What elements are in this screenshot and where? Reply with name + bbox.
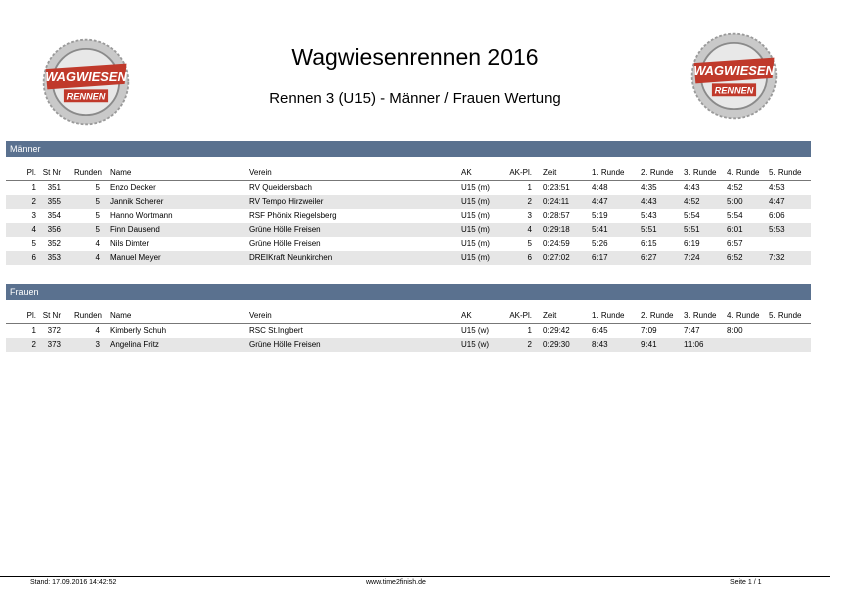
cell-r4: 4:52 <box>727 183 743 192</box>
table-row <box>6 237 811 251</box>
svg-text:WAGWIESEN: WAGWIESEN <box>45 69 127 85</box>
cell-pl: 2 <box>31 197 36 206</box>
cell-zeit: 0:28:57 <box>543 211 570 220</box>
footer-stand: Stand: 17.09.2016 14:42:52 <box>30 579 117 586</box>
table-header <box>6 310 811 324</box>
cell-r3: 7:47 <box>684 326 700 335</box>
cell-stnr: 355 <box>47 197 61 206</box>
column-header-verein: Verein <box>249 168 272 177</box>
cell-runden: 5 <box>95 225 100 234</box>
cell-stnr: 372 <box>47 326 61 335</box>
cell-r4: 6:57 <box>727 239 743 248</box>
cell-runden: 3 <box>95 340 100 349</box>
cell-pl: 1 <box>31 183 36 192</box>
column-header-r3: 3. Runde <box>684 168 717 177</box>
cell-name: Hanno Wortmann <box>110 211 173 220</box>
cell-runden: 4 <box>95 253 100 262</box>
cell-runden: 5 <box>95 183 100 192</box>
cell-zeit: 0:24:11 <box>543 197 570 206</box>
cell-r2: 5:43 <box>641 211 657 220</box>
cell-r1: 6:17 <box>592 253 608 262</box>
column-header-name: Name <box>110 168 132 177</box>
column-header-pl: Pl. <box>26 311 36 320</box>
cell-r3: 4:43 <box>684 183 700 192</box>
column-header-akpl: AK-Pl. <box>509 311 532 320</box>
column-header-runden: Runden <box>73 168 102 177</box>
cell-akpl: 2 <box>527 340 532 349</box>
cell-verein: DREIKraft Neunkirchen <box>249 253 333 262</box>
cell-stnr: 356 <box>47 225 61 234</box>
cell-r3: 5:54 <box>684 211 700 220</box>
cell-verein: Grüne Hölle Freisen <box>249 225 321 234</box>
cell-name: Kimberly Schuh <box>110 326 167 335</box>
cell-r3: 5:51 <box>684 225 700 234</box>
cell-ak: U15 (m) <box>461 225 490 234</box>
column-header-stnr: St Nr <box>42 168 61 177</box>
column-header-name: Name <box>110 311 132 320</box>
cell-runden: 4 <box>95 326 100 335</box>
cell-akpl: 6 <box>527 253 532 262</box>
cell-ak: U15 (m) <box>461 239 490 248</box>
cell-stnr: 373 <box>47 340 61 349</box>
cell-name: Nils Dimter <box>110 239 150 248</box>
cell-akpl: 1 <box>527 326 532 335</box>
column-header-r4: 4. Runde <box>727 311 760 320</box>
cell-r2: 7:09 <box>641 326 657 335</box>
cell-ak: U15 (w) <box>461 326 490 335</box>
table-row <box>6 324 811 338</box>
cell-name: Jannik Scherer <box>110 197 164 206</box>
column-header-pl: Pl. <box>26 168 36 177</box>
cell-r1: 8:43 <box>592 340 608 349</box>
cell-r5: 4:47 <box>769 197 785 206</box>
table-row <box>6 338 811 352</box>
column-header-verein: Verein <box>249 311 272 320</box>
column-header-zeit: Zeit <box>543 311 557 320</box>
cell-zeit: 0:23:51 <box>543 183 570 192</box>
cell-runden: 5 <box>95 197 100 206</box>
table-row <box>6 181 811 195</box>
cell-verein: RSC St.Ingbert <box>249 326 303 335</box>
section-bar-frauen: Frauen <box>6 284 811 300</box>
column-header-zeit: Zeit <box>543 168 557 177</box>
cell-r1: 4:47 <box>592 197 608 206</box>
cell-r4: 8:00 <box>727 326 743 335</box>
cell-verein: RV Queidersbach <box>249 183 312 192</box>
cell-stnr: 353 <box>47 253 61 262</box>
cell-pl: 5 <box>31 239 36 248</box>
cell-r2: 5:51 <box>641 225 657 234</box>
cell-r1: 5:26 <box>592 239 608 248</box>
footer-page: Seite 1 / 1 <box>730 579 762 586</box>
footer-divider <box>0 576 830 577</box>
svg-text:WAGWIESEN: WAGWIESEN <box>693 63 775 79</box>
column-header-runden: Runden <box>73 311 102 320</box>
cell-zeit: 0:24:59 <box>543 239 570 248</box>
page-title: Wagwiesenrennen 2016 <box>291 44 539 70</box>
cell-r2: 4:35 <box>641 183 657 192</box>
cell-r5: 6:06 <box>769 211 785 220</box>
results-table-frauen <box>6 310 811 352</box>
cell-r1: 5:19 <box>592 211 608 220</box>
section-bar-maenner: Männer <box>6 141 811 157</box>
table-row <box>6 195 811 209</box>
page-subtitle: Rennen 3 (U15) - Männer / Frauen Wertung <box>269 90 561 107</box>
cell-akpl: 4 <box>527 225 532 234</box>
cell-r5: 7:32 <box>769 253 785 262</box>
cell-pl: 4 <box>31 225 36 234</box>
cell-r4: 5:54 <box>727 211 743 220</box>
cell-name: Enzo Decker <box>110 183 156 192</box>
cell-akpl: 3 <box>527 211 532 220</box>
cell-pl: 2 <box>31 340 36 349</box>
cell-r4: 6:01 <box>727 225 743 234</box>
cell-pl: 1 <box>31 326 36 335</box>
column-header-r5: 5. Runde <box>769 311 802 320</box>
cell-r1: 5:41 <box>592 225 608 234</box>
column-header-r4: 4. Runde <box>727 168 760 177</box>
cell-stnr: 352 <box>47 239 61 248</box>
cell-name: Angelina Fritz <box>110 340 159 349</box>
cell-akpl: 5 <box>527 239 532 248</box>
column-header-r3: 3. Runde <box>684 311 717 320</box>
results-table-maenner <box>6 167 811 265</box>
svg-text:RENNEN: RENNEN <box>66 91 106 102</box>
cell-akpl: 2 <box>527 197 532 206</box>
table-row <box>6 223 811 237</box>
cell-name: Manuel Meyer <box>110 253 161 262</box>
cell-ak: U15 (m) <box>461 183 490 192</box>
cell-r1: 6:45 <box>592 326 608 335</box>
cell-ak: U15 (m) <box>461 253 490 262</box>
cell-pl: 6 <box>31 253 36 262</box>
column-header-r5: 5. Runde <box>769 168 802 177</box>
cell-akpl: 1 <box>527 183 532 192</box>
cell-zeit: 0:29:18 <box>543 225 570 234</box>
column-header-stnr: St Nr <box>42 311 61 320</box>
table-row <box>6 251 811 265</box>
cell-zeit: 0:29:42 <box>543 326 570 335</box>
cell-runden: 4 <box>95 239 100 248</box>
cell-r3: 6:19 <box>684 239 700 248</box>
cell-verein: Grüne Hölle Freisen <box>249 340 321 349</box>
cell-ak: U15 (w) <box>461 340 490 349</box>
cell-runden: 5 <box>95 211 100 220</box>
cell-r2: 6:15 <box>641 239 657 248</box>
column-header-r1: 1. Runde <box>592 311 625 320</box>
cell-ak: U15 (m) <box>461 197 490 206</box>
cell-r3: 7:24 <box>684 253 700 262</box>
cell-r2: 4:43 <box>641 197 657 206</box>
cell-r1: 4:48 <box>592 183 608 192</box>
cell-name: Finn Dausend <box>110 225 160 234</box>
cell-r2: 6:27 <box>641 253 657 262</box>
column-header-ak: AK <box>461 311 472 320</box>
cell-verein: RV Tempo Hirzweiler <box>249 197 324 206</box>
column-header-ak: AK <box>461 168 472 177</box>
column-header-r2: 2. Runde <box>641 168 674 177</box>
table-row <box>6 209 811 223</box>
footer-website: www.time2finish.de <box>366 579 426 586</box>
cell-stnr: 351 <box>47 183 61 192</box>
cell-stnr: 354 <box>47 211 61 220</box>
column-header-r2: 2. Runde <box>641 311 674 320</box>
table-header <box>6 167 811 181</box>
cell-r4: 5:00 <box>727 197 743 206</box>
cell-ak: U15 (m) <box>461 211 490 220</box>
cell-r4: 6:52 <box>727 253 743 262</box>
cell-pl: 3 <box>31 211 36 220</box>
svg-text:RENNEN: RENNEN <box>714 85 754 96</box>
cell-zeit: 0:27:02 <box>543 253 570 262</box>
cell-verein: Grüne Hölle Freisen <box>249 239 321 248</box>
cell-r3: 11:06 <box>684 340 704 349</box>
cell-verein: RSF Phönix Riegelsberg <box>249 211 337 220</box>
column-header-akpl: AK-Pl. <box>509 168 532 177</box>
cell-r5: 4:53 <box>769 183 785 192</box>
cell-zeit: 0:29:30 <box>543 340 570 349</box>
cell-r3: 4:52 <box>684 197 700 206</box>
cell-r2: 9:41 <box>641 340 657 349</box>
cell-r5: 5:53 <box>769 225 785 234</box>
column-header-r1: 1. Runde <box>592 168 625 177</box>
